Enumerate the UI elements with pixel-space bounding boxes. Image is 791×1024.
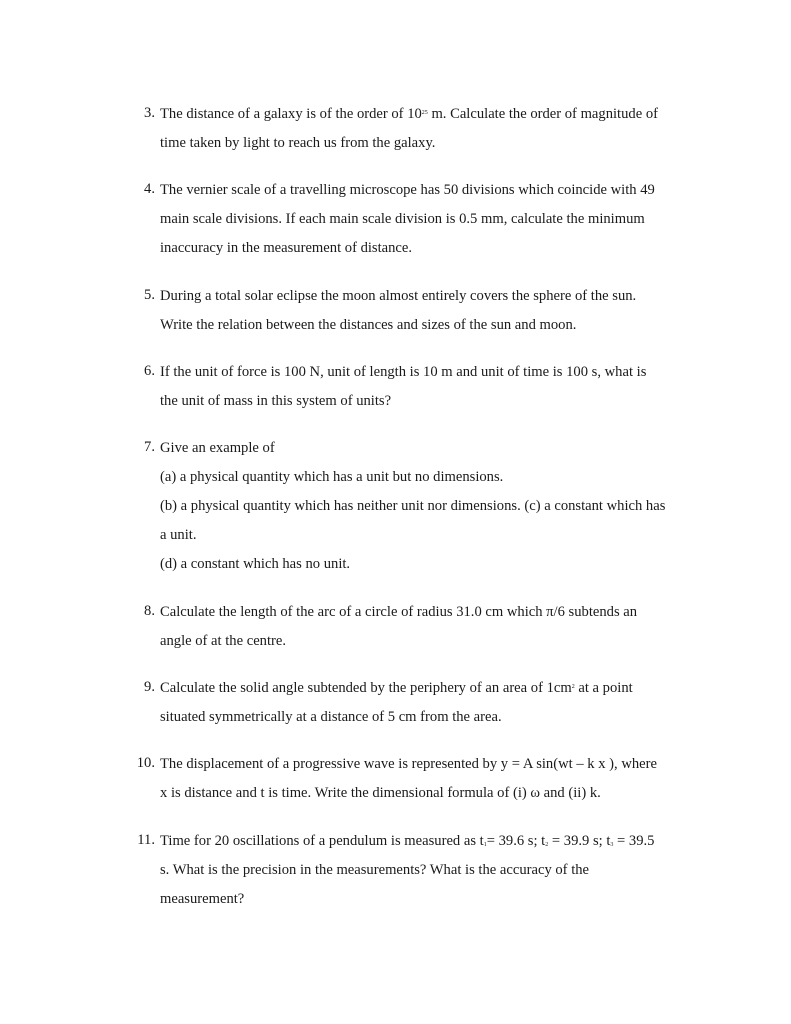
question-line: situated symmetrically at a distance of 5 cm from the area.	[160, 709, 502, 725]
question-line: Write the relation between the distances and sizes of the sun and moon.	[160, 317, 577, 333]
question-line: time taken by light to reach us from the galaxy.	[160, 135, 436, 151]
question-number: 9.	[144, 679, 155, 695]
question-number: 8.	[144, 603, 155, 619]
question-number: 3.	[144, 105, 155, 121]
question-line: (a) a physical quantity which has a unit but no dimensions.	[160, 469, 504, 485]
question-line: The vernier scale of a travelling microscope has 50 divisions which coincide with 49	[160, 182, 655, 198]
question-line: main scale divisions. If each main scale division is 0.5 mm, calculate the minimum	[160, 211, 645, 227]
question-number: 5.	[144, 287, 155, 303]
question-line: measurement?	[160, 891, 245, 907]
subscript: 1	[483, 842, 487, 848]
question-number: 7.	[144, 439, 155, 455]
question-line: During a total solar eclipse the moon almost entirely covers the sphere of the sun.	[160, 288, 637, 304]
question-line: Time for 20 oscillations of a pendulum is measured as $t_1= 39.6$ s; $t_2 = 39.9$ s; $t_3 = 39.5$	[160, 833, 655, 849]
question-line: angle of at the centre.	[160, 633, 287, 649]
question-line: Calculate the solid angle subtended by the periphery of an area of $1cm^2$ at a point	[160, 680, 633, 696]
question-line: a unit.	[160, 527, 197, 543]
exponent: 25	[421, 110, 428, 116]
question-line: s. What is the precision in the measurements? What is the accuracy of the	[160, 862, 590, 878]
question-line: The displacement of a progressive wave is represented by y = A sin(wt – k x ), where	[160, 756, 657, 772]
subscript: 2	[545, 842, 549, 848]
question-line: (d) a constant which has no unit.	[160, 556, 351, 572]
question-number: 11.	[137, 832, 155, 848]
question-line: (b) a physical quantity which has neither unit nor dimensions. (c) a constant which has	[160, 498, 666, 514]
exponent: 2	[571, 684, 575, 690]
question-line: x is distance and t is time. Write the dimensional formula of (i) ω and (ii) k.	[160, 785, 601, 801]
question-number: 6.	[144, 363, 155, 379]
question-line: the unit of mass in this system of units?	[160, 393, 392, 409]
question-line: If the unit of force is 100 N, unit of length is 10 m and unit of time is 100 s, what is	[160, 364, 647, 380]
question-number: 4.	[144, 181, 155, 197]
question-line: The distance of a galaxy is of the order of $10^{25}$ m. Calculate the order of magnitude of	[160, 106, 658, 122]
question-line: Give an example of	[160, 440, 275, 456]
question-number: 10.	[136, 755, 155, 771]
question-line: inaccuracy in the measurement of distance.	[160, 240, 413, 256]
question-line: Calculate the length of the arc of a circle of radius 31.0 cm which π/6 subtends an	[160, 604, 638, 620]
subscript: 3	[610, 842, 614, 848]
